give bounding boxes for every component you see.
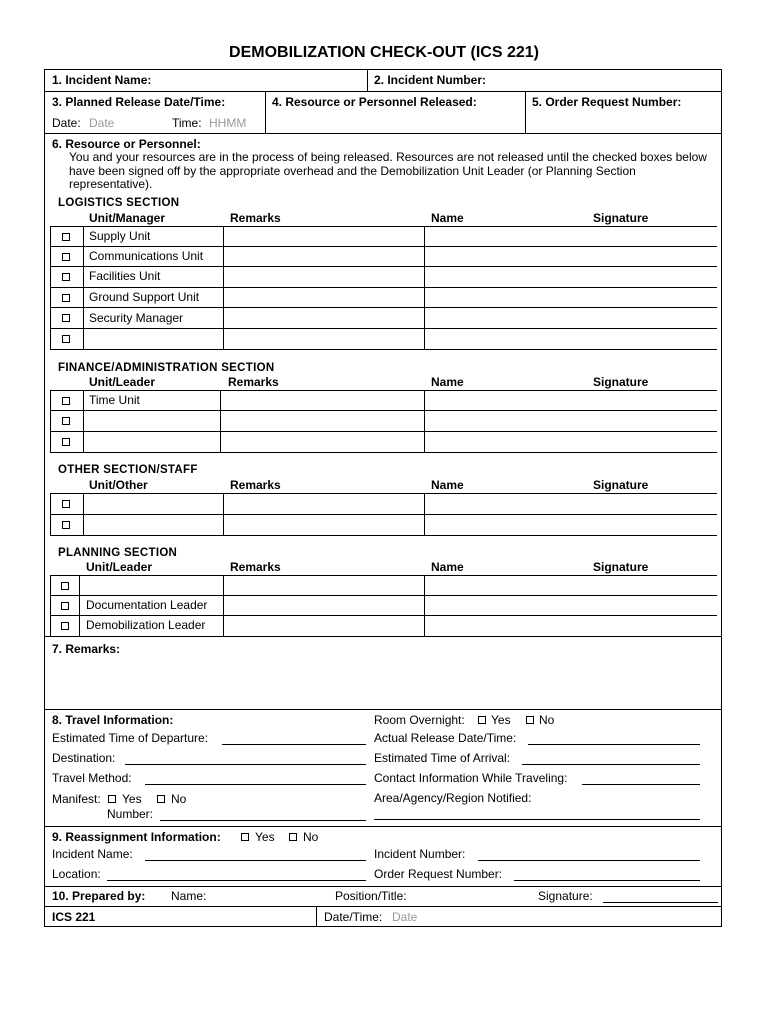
contact-info-field[interactable]: [582, 784, 700, 785]
logistics-col-signature: Signature: [593, 211, 649, 225]
datetime-label: Date/Time:: [324, 910, 383, 924]
remarks-label: 7. Remarks:: [52, 642, 121, 656]
form-title: DEMOBILIZATION CHECK-OUT (ICS 221): [229, 44, 539, 61]
room-overnight-no-label: No: [539, 713, 555, 727]
actual-release-field[interactable]: [528, 744, 700, 745]
room-overnight-yes-label: Yes: [491, 713, 511, 727]
planning-section-title: PLANNING SECTION: [58, 547, 178, 559]
checkbox-logistics-blank[interactable]: [62, 335, 70, 343]
contact-info-label: Contact Information While Traveling:: [374, 771, 568, 785]
travel-info-label: 8. Travel Information:: [52, 713, 174, 727]
position-title-label: Position/Title:: [335, 889, 407, 903]
finance-col-unit: Unit/Leader: [89, 375, 156, 389]
checkbox-finance-blank-2[interactable]: [62, 438, 70, 446]
manifest-no-label: No: [171, 792, 187, 806]
reassign-incident-number-label: Incident Number:: [374, 847, 466, 861]
logistics-col-name: Name: [431, 211, 464, 225]
reassignment-no-checkbox[interactable]: [289, 833, 297, 841]
reassignment-yes-label: Yes: [255, 830, 275, 844]
table-row-label: Facilities Unit: [89, 269, 161, 283]
planned-release-label: 3. Planned Release Date/Time:: [52, 95, 226, 109]
checkbox-communications-unit[interactable]: [62, 253, 70, 261]
checkbox-planning-blank[interactable]: [61, 582, 69, 590]
manifest-yes-label: Yes: [122, 792, 142, 806]
planning-col-remarks: Remarks: [230, 560, 281, 574]
checkbox-time-unit[interactable]: [62, 397, 70, 405]
eta-label: Estimated Time of Arrival:: [374, 751, 511, 765]
reassignment-no-label: No: [303, 830, 319, 844]
table-row-label: Communications Unit: [89, 249, 204, 263]
manifest-no-checkbox[interactable]: [157, 795, 165, 803]
table-row-label: Ground Support Unit: [89, 290, 200, 304]
checkbox-security-manager[interactable]: [62, 314, 70, 322]
etd-field[interactable]: [222, 744, 366, 745]
release-instructions: You and your resources are in the process of being released. Resources are not released until the checked boxes below have been signed off by the appropriate overhead and the Demobilization Unit Leader (or Planning Section representative).: [69, 150, 707, 191]
checkbox-other-2[interactable]: [62, 521, 70, 529]
date-label: Date:: [52, 116, 81, 130]
reassign-location-field[interactable]: [107, 880, 366, 881]
finance-col-signature: Signature: [593, 375, 649, 389]
area-notified-field[interactable]: [374, 819, 700, 820]
logistics-col-unit: Unit/Manager: [89, 211, 166, 225]
room-overnight-no-checkbox[interactable]: [526, 716, 534, 724]
checkbox-documentation-leader[interactable]: [61, 602, 69, 610]
other-col-remarks: Remarks: [230, 478, 281, 492]
actual-release-label: Actual Release Date/Time:: [374, 731, 517, 745]
other-section-title: OTHER SECTION/STAFF: [58, 464, 198, 476]
manifest-number-label: Number:: [107, 807, 154, 821]
date-input[interactable]: Date: [89, 116, 115, 130]
reassign-location-label: Location:: [52, 867, 101, 881]
prepared-name-label: Name:: [171, 889, 207, 903]
finance-section-title: FINANCE/ADMINISTRATION SECTION: [58, 362, 275, 374]
finance-col-remarks: Remarks: [228, 375, 279, 389]
manifest-number-field[interactable]: [160, 820, 366, 821]
checkbox-finance-blank-1[interactable]: [62, 417, 70, 425]
eta-field[interactable]: [522, 764, 700, 765]
checkbox-facilities-unit[interactable]: [62, 273, 70, 281]
reassignment-yes-checkbox[interactable]: [241, 833, 249, 841]
checkbox-demobilization-leader[interactable]: [61, 622, 69, 630]
checkbox-other-1[interactable]: [62, 500, 70, 508]
signature-label: Signature:: [538, 889, 593, 903]
resource-released-label: 4. Resource or Personnel Released:: [272, 95, 477, 109]
etd-label: Estimated Time of Departure:: [52, 731, 209, 745]
table-row-label: Demobilization Leader: [86, 618, 206, 632]
planning-col-name: Name: [431, 560, 464, 574]
reassign-order-request-field[interactable]: [514, 880, 700, 881]
signature-field[interactable]: [603, 902, 718, 903]
logistics-section-title: LOGISTICS SECTION: [58, 197, 180, 209]
time-label: Time:: [172, 116, 202, 130]
planning-col-unit: Unit/Leader: [86, 560, 153, 574]
incident-number-label: 2. Incident Number:: [374, 73, 487, 87]
other-col-name: Name: [431, 478, 464, 492]
room-overnight-yes-checkbox[interactable]: [478, 716, 486, 724]
area-notified-label: Area/Agency/Region Notified:: [374, 791, 532, 805]
reassign-incident-name-field[interactable]: [145, 860, 366, 861]
reassign-order-request-label: Order Request Number:: [374, 867, 503, 881]
table-row-label: Security Manager: [89, 311, 184, 325]
checkbox-ground-support-unit[interactable]: [62, 294, 70, 302]
order-request-label: 5. Order Request Number:: [532, 95, 682, 109]
room-overnight-label: Room Overnight:: [374, 713, 465, 727]
form-id-label: ICS 221: [52, 910, 96, 924]
destination-label: Destination:: [52, 751, 116, 765]
travel-method-field[interactable]: [145, 784, 366, 785]
table-row-label: Supply Unit: [89, 229, 151, 243]
reassign-incident-name-label: Incident Name:: [52, 847, 133, 861]
resource-personnel-label: 6. Resource or Personnel:: [52, 137, 201, 151]
table-row-label: Time Unit: [89, 393, 140, 407]
reassignment-label: 9. Reassignment Information:: [52, 830, 221, 844]
other-col-unit: Unit/Other: [89, 478, 148, 492]
reassign-incident-number-field[interactable]: [478, 860, 700, 861]
planning-col-signature: Signature: [593, 560, 649, 574]
destination-field[interactable]: [125, 764, 366, 765]
travel-method-label: Travel Method:: [52, 771, 132, 785]
prepared-by-label: 10. Prepared by:: [52, 889, 146, 903]
logistics-col-remarks: Remarks: [230, 211, 281, 225]
other-col-signature: Signature: [593, 478, 649, 492]
time-input[interactable]: HHMM: [209, 116, 247, 130]
table-row-label: Documentation Leader: [86, 598, 208, 612]
checkbox-supply-unit[interactable]: [62, 233, 70, 241]
finance-col-name: Name: [431, 375, 464, 389]
datetime-input[interactable]: Date: [392, 910, 418, 924]
manifest-yes-checkbox[interactable]: [108, 795, 116, 803]
incident-name-label: 1. Incident Name:: [52, 73, 152, 87]
manifest-label: Manifest:: [52, 792, 101, 806]
